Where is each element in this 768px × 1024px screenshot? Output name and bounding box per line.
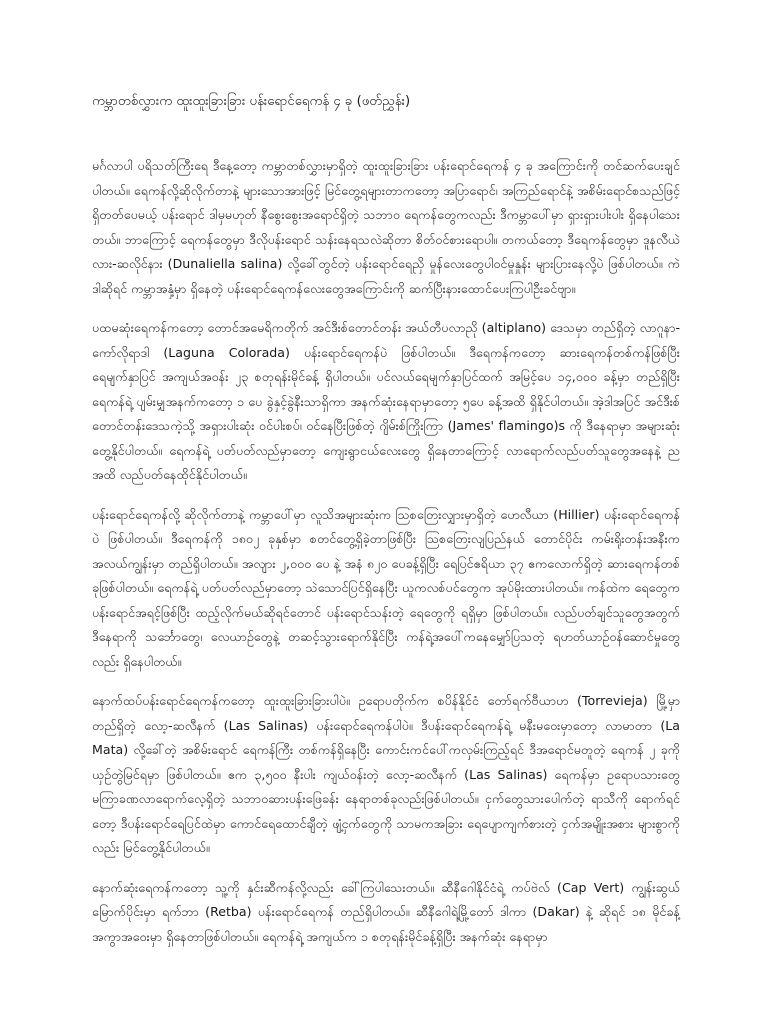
paragraph-retba: နောက်ဆုံးရေကန်ကတော့ သူ့ကို နှင်းဆီကန်လို့လည်း ခေါ်ကြပါသေးတယ်။ ဆီနီဂေါနိုင်ငံရဲ့ ကပ်ဗဲလ် (Cap Vert) ကျွန်းဆွယ်မြောက်ပိုင်းမှာ ရက်ဘာ (Retba) ပန်းရောင်ရေကန် တည်ရှိပါတယ်။ ဆီနီဂေါရဲ့မြို့တော် ဒါကာ (Dakar) နဲ့ ဆိုရင် ၁၈ မိုင်ခန့် အကွာအဝေးမှာ ရှိနေတာဖြစ်ပါတယ်။ ရေကန်ရဲ့ အကျယ်က ၁ စတုရန်းမိုင်ခန့်ရှိပြီး အနက်ဆုံး နေရာမှာ [92,879,680,944]
document-title: ကမ္ဘာတစ်လွှားက ထူးထူးခြားခြား ပန်းရောင်ရေကန် ၄ ခု (ဖတ်ညွှန်း) [92,94,411,109]
paragraph-las-salinas: နောက်ထပ်ပန်းရောင်ရေကန်ကတော့ ထူးထူးခြားခြားပါပဲ။ ဥရောပတိုက်က စပိန်နိုင်ငံ တော်ရက်ဗီယာဟ (Torrevieja) မြို့မှာ တည်ရှိတဲ့ လော့-ဆလီနက် (Las Salinas) ပန်းရောင်ရေကန်ပါပဲ။ ဒီပန်းရောင်ရေကန်ရဲ့ မနီးမဝေးမှာတော့ လာမာတာ (La Mata) လို့ခေါ်တဲ့ အစိမ်းရောင် ရေကန်ကြီး တစ်ကန်ရှိနေပြီး ကောင်းကင်ပေါ်ကလှမ်းကြည့်ရင် ဒီအရောင်မတူတဲ့ ရေကန် ၂ ခုကို ယှဉ်တွဲမြင်ရမှာ ဖြစ်ပါတယ်။ ဧက ၃,၅၀၀ နီးပါး ကျယ်ဝန်းတဲ့ လော့-ဆလီနက် (Las Salinas) ရေကန်မှာ ဥရောပသားတွေ မကြာခဏလာရောက်လေ့ရှိတဲ့ သဘာဝဆားပန်းဖြေခန်း နေရာတစ်ခုလည်းဖြစ်ပါတယ်။ ငှက်တွေသားပေါက်တဲ့ ရာသီကို ရောက်ရင်တော့ ဒီပန်းရောင်ရေပြင်ထဲမှာ ကောင်ရေထောင်ချီတဲ့ ဖျံ့ငှက်တွေကို သာမကအခြား ရေပျောကျက်စားတဲ့ ငှက်အမျိုးအစား များစွာကိုလည်း မြင်တွေ့နိုင်ပါတယ်။ [92,693,680,855]
paragraph-hillier: ပန်းရောင်ရေကန်လို့ ဆိုလိုက်တာနဲ့ ကမ္ဘာပေါ်မှာ လူသိအများဆုံးက သြစတြေးလျှားမှာရှိတဲ့ ဟေလီယာ (Hillier) ပန်းရောင်ရေကန်ပဲ ဖြစ်ပါတယ်။ ဒီရေကန်ကို ၁၈၀၂ ခုနှစ်မှာ စတင်တွေ့ရှိခဲ့တာဖြစ်ပြီး သြစတြေးလျပြည်နယ် တောင်ပိုင်း ကမ်းရိုးတန်းအနီးက အလယ်ကျွန်းမှာ တည်ရှိပါတယ်။ အလျား ၂,၀၀၀ ပေ နဲ့ အနံ ၈၂၀ ပေခန့်ရှိပြီး ရေပြင်ဧရိယာ ၃၇ ဧကလောက်ရှိတဲ့ ဆားရေကန်တစ်ခုဖြစ်ပါတယ်။ ရေကန်ရဲ့ ပတ်ပတ်လည်မှာတော့ သဲသောင်ပြင်ရှိနေပြီး ယူကလစ်ပင်တွေက အုပ်မိုးထားပါတယ်။ ကန်ထဲက ရေတွေက ပန်းရောင်အရင့်ဖြစ်ပြီး ထည့်လိုက်မယ်ဆိုရင်တောင် ပန်းရောင်သန်းတဲ့ ရေတွေကို ရရှိမှာ ဖြစ်ပါတယ်။ လည်ပတ်ချင်သူတွေအတွက် ဒီနေရာကို သင်္ဘောတွေ၊ လေယာဉ်တွေနဲ့ တဆင့်သွားရောက်နိုင်ပြီး ကန်ရဲ့အပေါ်ကနေမျှော်ပြသတဲ့ ရဟတ်ယာဉ်ဝန်ဆောင်မှုတွေလည်း ရှိနေပါတယ်။ [92,506,680,669]
paragraph-laguna-colorada: ပထမဆုံးရေကန်ကတော့ တောင်အမေရိကတိုက် အင်ဒီးစ်တောင်တန်း အယ်တီပလာညို (altiplano) ဒေသမှာ တည်ရှိတဲ့ လာဂူနာ-ကော်လိုရာဒါ (Laguna Colorada) ပန်းရောင်ရေကန်ပဲ ဖြစ်ပါတယ်။ ဒီရေကန်ကတော့ ဆားရေကန်တစ်ကန်ဖြစ်ပြီး ရေမျက်နှာပြင် အကျယ်အဝန်း ၂၃ စတုရန်းမိုင်ခန့် ရှိပါတယ်။ ပင်လယ်ရေမျက်နှာပြင်ထက် အမြင့်ပေ ၁၄,၀၀၀ ခန့်မှာ တည်ရှိပြီး ရေကန်ရဲ့ ပျမ်းမျှအနက်ကတော့ ၁ ပေ ခွဲနှင့်ခွဲနီးသာရှိကာ အနက်ဆုံးနေရာမှာတော့ ၅ပေ ခန့်အထိ ရှိနိုင်ပါတယ်။ အဲ့ဒါအပြင် အင်ဒီးစ်တောင်တန်းဒေသကဲ့သို့ အရှားပါးဆုံး ဝင်ပါးစပ်၊ ဝင်နေပြီးဖြစ်တဲ့ ဂျိမ်းစ်ကြိုးကြာ (James' flamingo)s ကို ဒီနေရာမှာ အများဆုံးတွေ့နိုင်ပါတယ်။ ရေကန်ရဲ့ ပတ်ပတ်လည်မှာတော့ ကျေးရွာငယ်လေးတွေ ရှိနေတာကြောင့် လာရောက်လည်ပတ်သူတွေအနေနဲ့ ညအထိ လည်ပတ်နေထိုင်နိုင်ပါတယ်။ [92,320,680,482]
paragraph-intro: မင်္ဂလာပါ ပရိသတ်ကြီးရေ ဒီနေ့တော့ ကမ္ဘာတစ်လွှားမှာရှိတဲ့ ထူးထူးခြားခြား ပန်းရောင်ရေကန် ၄ ခု အကြောင်းကို တင်ဆက်ပေးချင်ပါတယ်။ ရေကန်လို့ဆိုလိုက်တာနဲ့ များသောအားဖြင့် မြင်တွေ့ရများတာကတော့ အပြာရောင်၊ အကြည်ရောင်နဲ့ အစိမ်းရောင်စသည်ဖြင့် ရှိတတ်ပေမယ့် ပန်းရောင် ဒါမှမဟုတ် နီစွေးစွေးအရောင်ရှိတဲ့ သဘာဝ ရေကန်တွေကလည်း ဒီကမ္ဘာပေါ်မှာ ရှားရှားပါးပါး ရှိနေပါသေးတယ်။ ဘာကြောင့် ရေကန်တွေမှာ ဒီလိုပန်းရောင် သန်းနေရသလဲဆိုတာ စိတ်ဝင်စားရောပါ။ တကယ်တော့ ဒီရေကန်တွေမှာ ဒူနလီယဲလား-ဆလိုင်နား (Dunaliella salina) လို့ခေါ်တွင်တဲ့ ပန်းရောင်ရေညှိ မှုန်လေးတွေပါဝင်မှုနှုန်း များပြားနေလို့ပဲ ဖြစ်ပါတယ်။ ကဲဒါဆိုရင် ကမ္ဘာအနှံ့မှာ ရှိနေတဲ့ ပန်းရောင်ရေကန်လေးတွေအကြောင်းကို ဆက်ပြီးနားထောင်ပေးကြပါဦးခင်ဗျာ။ [92,158,680,296]
